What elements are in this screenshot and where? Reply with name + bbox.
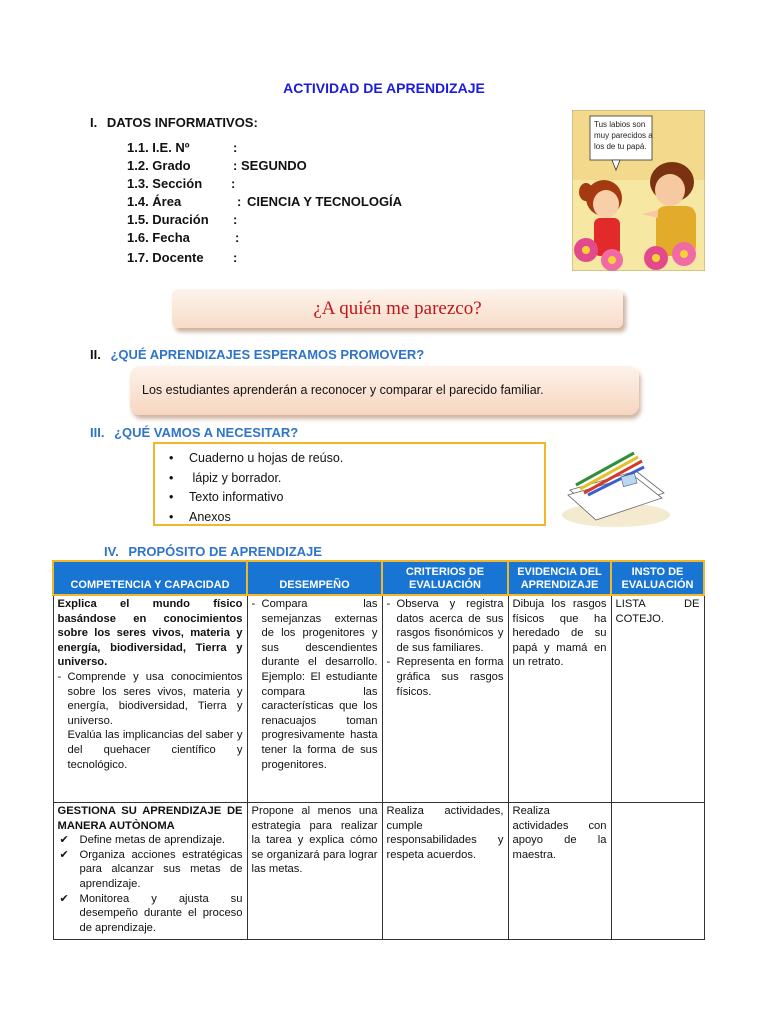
header-evidencia: EVIDENCIA DEL APRENDIZAJE [508,561,611,595]
speech-line-2: muy parecidos a [594,131,653,140]
list-item: ✔ Organiza acciones estratégicas para alcanzar sus metas de aprendizaje. [59,848,243,890]
cell-criterios: Realiza actividades, cumple responsabilidades y respeta acuerdos. [382,803,508,940]
section-4-heading: IV. PROPÓSITO DE APRENDIZAJE [104,544,322,559]
cell-desempeno: - Compara las semejanzas externas de los progenitores y sus descendientes durante el desarrollo. Ejemplo: El estudiante compara las características que los renacuajos toman progresivamente hasta tener la forma de sus progenitores. [247,595,382,803]
checkmark-icon: ✔ [59,834,69,847]
section-3-heading: III. ¿QUÉ VAMOS A NECESITAR? [90,425,299,440]
speech-line-1: Tus labios son [594,120,646,129]
table-header-row [53,561,704,595]
materials-box [153,442,546,526]
list-item: • Anexos [169,509,231,524]
cell-competencia: Explica el mundo físico basándose en conocimientos sobre los seres vivos, materia y energía, biodiversidad, Tierra y universo. - Comprende y usa conocimientos sobre los seres vivos, materia y energía, biodiversidad, Tierra y universo. Evalúa las implicancias del saber y del quehacer científico y tecnológico. [53,595,247,803]
activity-title-banner: ¿A quién me parezco? [172,289,623,328]
list-item: • Cuaderno u hojas de reúso. [169,451,344,465]
cell-desempeno: Propone al menos una estrategia para realizar la tarea y explica cómo se organizará para lograr las metas. [247,803,382,940]
table-row [53,595,704,803]
cell-instrumento: LISTA DE COTEJO. [611,595,704,803]
header-instrumento: INSTO DE EVALUACIÓN [611,561,704,595]
cell-instrumento [611,803,704,940]
table-row [53,803,704,940]
learning-purpose-table [52,560,705,940]
checkmark-icon: ✔ [59,892,69,905]
materials-list [169,449,343,527]
cell-evidencia: Realiza actividades con apoyo de la maestra. [508,803,611,940]
cell-competencia: GESTIONA SU APRENDIZAJE DE MANERA AUTÒNOMA ✔ Define metas de aprendizaje. ✔ Organiza acciones estratégicas para alcanzar sus metas de aprendizaje. ✔ Monitorea y ajusta su desempeño durante el proceso de aprendizaje. [53,803,247,940]
header-desempeno: DESEMPEÑO [247,561,382,595]
learning-goal-box: Los estudiantes aprenderán a reconocer y comparar el parecido familiar. [130,366,639,415]
checkmark-icon: ✔ [59,848,69,861]
header-competencia: COMPETENCIA Y CAPACIDAD [53,561,247,595]
header-criterios: CRITERIOS DE EVALUACIÓN [382,561,508,595]
section-2-heading: II. ¿QUÉ APRENDIZAJES ESPERAMOS PROMOVER? [90,347,425,362]
section-1-heading: I. DATOS INFORMATIVOS: [90,115,258,130]
list-item: • lápiz y borrador. [169,470,282,485]
family-resemblance-illustration [572,110,705,271]
list-item: • Texto informativo [169,490,284,504]
list-item: ✔ Define metas de aprendizaje. [59,834,226,847]
school-supplies-illustration [556,445,670,530]
cell-criterios: - Observa y registra datos acerca de sus rasgos fisonómicos y de sus familiares. - Representa en forma gráfica sus rasgos físicos. [382,595,508,803]
speech-line-3: los de tu papá. [594,142,647,151]
document-title: ACTIVIDAD DE APRENDIZAJE [283,80,485,96]
list-item: ✔ Monitorea y ajusta su desempeño durante el proceso de aprendizaje. [59,892,243,934]
cell-evidencia: Dibuja los rasgos físicos que ha heredado de su papá y mamá en un retrato. [508,595,611,803]
